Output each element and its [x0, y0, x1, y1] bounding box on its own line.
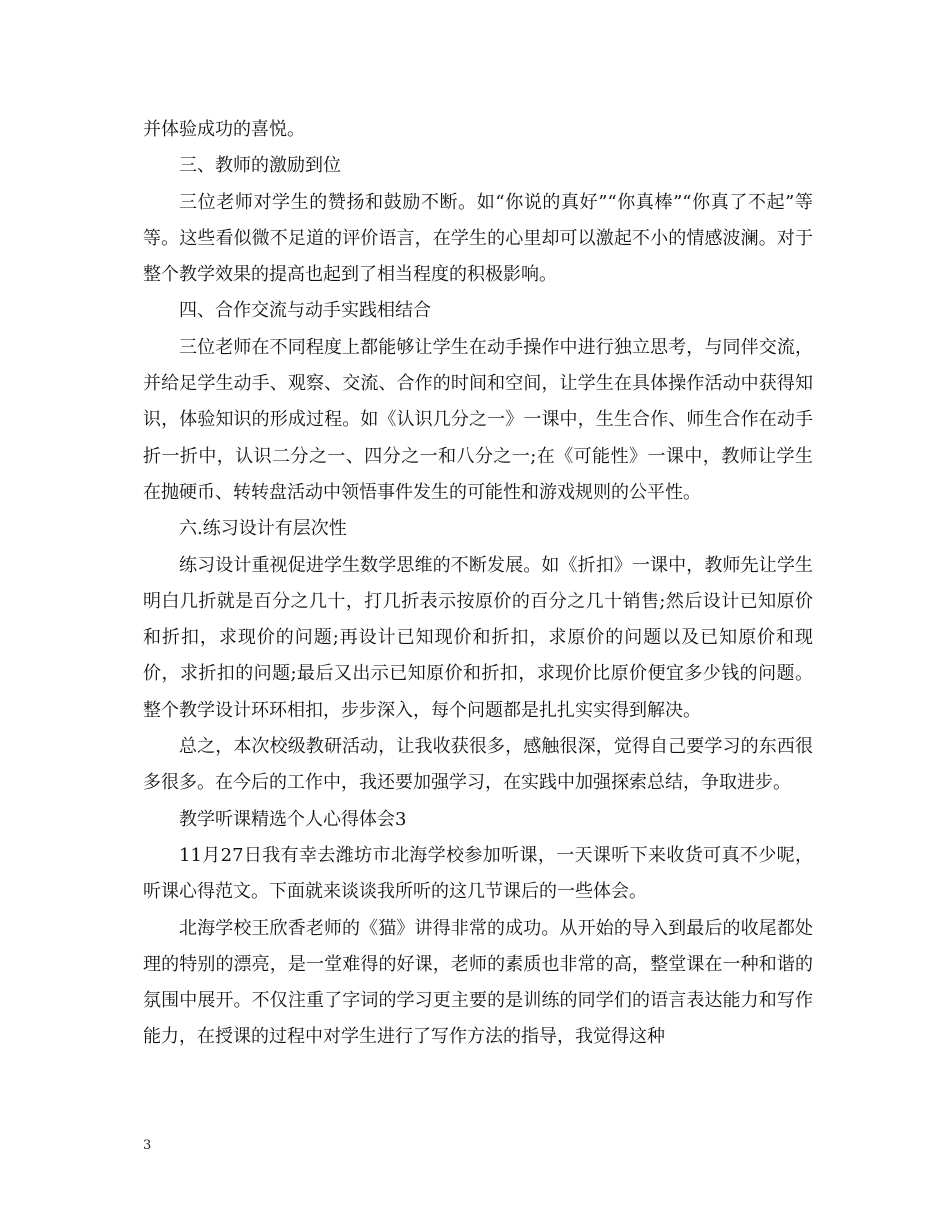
paragraph-visit-description: 11月27日我有幸去潍坊市北海学校参加听课，一天课听下来收货可真不少呢，听课心得范文。下面就来谈谈我所听的这几节课后的一些体会。	[143, 844, 813, 903]
paragraph-exercise-design: 练习设计重视促进学生数学思维的不断发展。如《折扣》一课中，教师先让学生明白几折就是百分之几十，打几折表示按原价的百分之几十销售;然后设计已知原价和折扣，求现价的问题;再设计已知现价和折扣，求原价的问题以及已知原价和现价，求折扣的问题;最后又出示已知原价和折扣，求现价比原价便宜多少钱的问题。整个教学设计环环相扣，步步深入，每个问题都是扎扎实实得到解决。	[143, 554, 813, 721]
paragraph-cooperation-practice: 三位老师在不同程度上都能够让学生在动手操作中进行独立思考，与同伴交流，并给足学生动手、观察、交流、合作的时间和空间，让学生在具体操作活动中获得知识，体验知识的形成过程。如《认识几分之一》一课中，生生合作、师生合作在动手折一折中，认识二分之一、四分之一和八分之一;在《可能性》一课中，教师让学生在抛硬币、转转盘活动中领悟事件发生的可能性和游戏规则的公平性。	[143, 336, 813, 503]
section-heading-exercise-design: 六.练习设计有层次性	[179, 518, 347, 540]
paragraph-teacher-encouragement: 三位老师对学生的赞扬和鼓励不断。如“你说的真好”“你真棒”“你真了不起”等等。这些看似微不足道的评价语言，在学生的心里却可以激起不小的情感波澜。对于整个教学效果的提高也起到了相当程度的积极影响。	[143, 191, 813, 286]
section-heading-cooperation-practice: 四、合作交流与动手实践相结合	[179, 300, 431, 322]
document-body	[143, 112, 813, 1056]
paragraph-continuation: 并体验成功的喜悦。	[143, 119, 305, 140]
section-heading-experience-3: 教学听课精选个人心得体会3	[179, 808, 407, 830]
paragraph-summary: 总之，本次校级教研活动，让我收获很多，感触很深，觉得自己要学习的东西很多很多。在今后的工作中，我还要加强学习，在实践中加强探索总结，争取进步。	[143, 736, 813, 794]
paragraph-cat-lesson: 北海学校王欣香老师的《猫》讲得非常的成功。从开始的导入到最后的收尾都处理的特别的漂亮，是一堂难得的好课，老师的素质也非常的高，整堂课在一种和谐的氛围中展开。不仅注重了字词的学习更主要的是训练的同学们的语言表达能力和写作能力，在授课的过程中对学生进行了写作方法的指导，我觉得这种	[143, 917, 813, 1048]
page-number: 3	[143, 1138, 152, 1153]
section-heading-teacher-encouragement: 三、教师的激励到位	[179, 155, 341, 177]
